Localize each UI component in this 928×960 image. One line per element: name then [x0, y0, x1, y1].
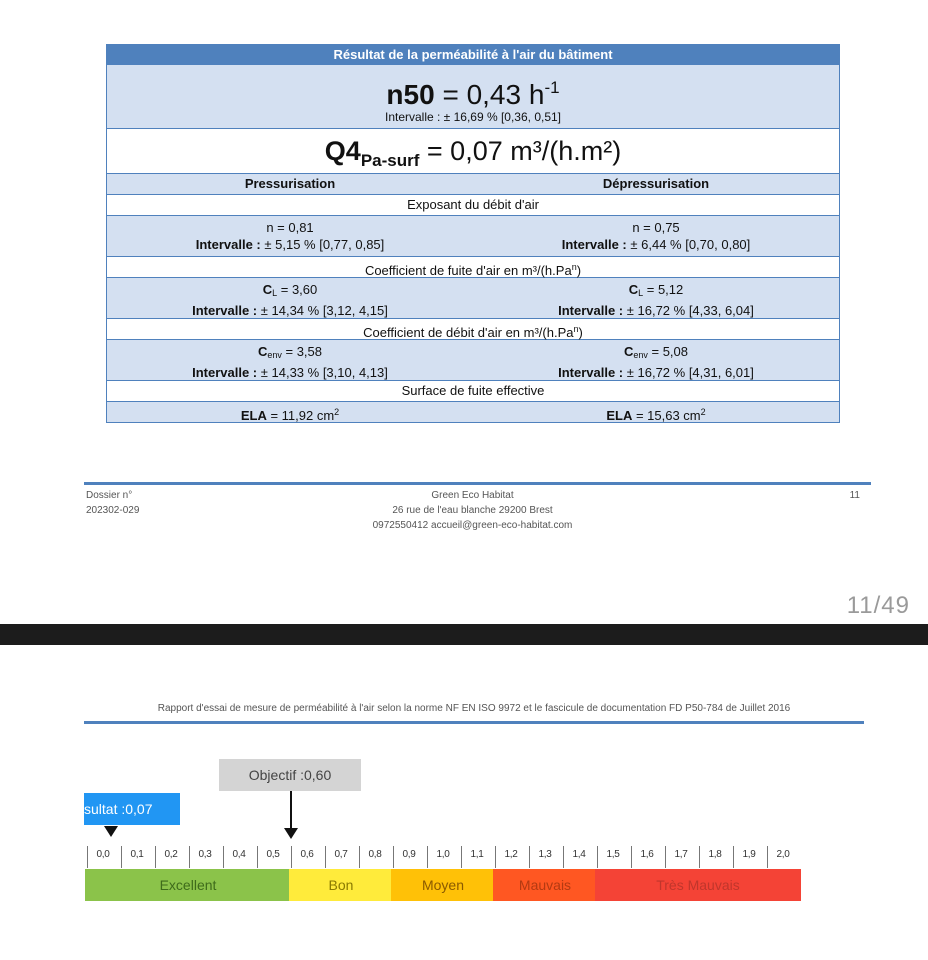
n50-interval: Intervalle : ± 16,69 % [0,36, 0,51] — [384, 110, 562, 124]
header-row — [106, 174, 840, 195]
scale-tick-label: 1,6 — [640, 849, 654, 860]
scale-band-bon: Bon — [289, 869, 393, 901]
scale-tick-label: 1,5 — [606, 849, 620, 860]
company-address: 26 rue de l'eau blanche 29200 Brest — [392, 505, 553, 516]
objective-pointer-line — [290, 791, 292, 829]
footer-rule — [84, 482, 871, 485]
footer-dossier — [86, 488, 139, 518]
ela-right: ELA = 15,63 $cm^2$ — [606, 407, 706, 423]
flow-section-title: Coefficient de débit d'air en m³/(h.Pa — [363, 325, 574, 340]
table-title-row — [106, 44, 840, 66]
q4-label: Q4 — [324, 136, 361, 166]
flow-right-value: $C_{env} = 5,08$ — [623, 344, 689, 360]
scale-tick-label: 0,9 — [402, 849, 416, 860]
q4-subscript: Pa-surf — [360, 151, 420, 170]
company-name: Green Eco Habitat — [431, 490, 514, 501]
flow-left-value: $C_{env} = 3,58$ — [257, 344, 323, 360]
exponent-left-value: n = 0,81 — [266, 220, 314, 235]
ela-left: ELA = 11,92 $cm^2$ — [240, 407, 340, 423]
footer-company — [300, 488, 645, 533]
exponent-section-row — [106, 195, 840, 216]
scale-band-moyen: Moyen — [391, 869, 495, 901]
flow-right — [473, 343, 839, 381]
leak-values-row — [106, 278, 840, 319]
scale-tick-label: 2,0 — [776, 849, 790, 860]
page-counter: 11/49 — [846, 592, 910, 619]
company-contact: 0972550412 accueil@green-eco-habitat.com — [372, 520, 573, 531]
scale-band-mauvais: Mauvais — [493, 869, 597, 901]
leak-right-interval: Intervalle : ± 16,72 % [4,33, 6,04] — [558, 303, 754, 318]
scale-tick-label: 0,4 — [232, 849, 246, 860]
objective-callout — [219, 759, 361, 791]
flow-left-interval: Intervalle : ± 14,33 % [3,10, 4,13] — [192, 365, 388, 380]
exponent-left — [107, 219, 473, 253]
scale-tick-label: 1,8 — [708, 849, 722, 860]
exponent-values-row — [106, 216, 840, 257]
leak-left-interval: Intervalle : ± 14,34 % [3,12, 4,15] — [192, 303, 388, 318]
scale-tick-label: 1,3 — [538, 849, 552, 860]
n50-value — [107, 71, 839, 112]
scale-band-excellent: Excellent — [85, 869, 291, 901]
result-arrow-icon — [104, 826, 118, 837]
next-page-header-rule — [84, 721, 864, 724]
scale-band-très-mauvais: Très Mauvais — [595, 869, 801, 901]
scale-tick-label: 0,1 — [130, 849, 144, 860]
exponent-left-interval: Intervalle : ± 5,15 % [0,77, 0,85] — [195, 237, 385, 252]
scale-tick-label: 0,2 — [164, 849, 178, 860]
ela-row — [106, 402, 840, 423]
flow-values-row — [106, 340, 840, 381]
scale-tick-label: 1,4 — [572, 849, 586, 860]
scale-tick-label: 1,2 — [504, 849, 518, 860]
result-callout — [84, 793, 180, 825]
scale-tick-label: 0,3 — [198, 849, 212, 860]
objective-label: Objectif :0,60 — [248, 767, 332, 783]
scale-tick-label: 0,5 — [266, 849, 280, 860]
result-label: sultat :0,07 — [84, 801, 153, 817]
footer-page-number: 11 — [849, 490, 860, 501]
objective-arrow-icon — [284, 828, 298, 839]
scale-tick-label: 0,6 — [300, 849, 314, 860]
next-page-header: Rapport d'essai de mesure de perméabilité à l'air selon la norme NF EN ISO 9972 et le fascicule de documentation FD P50-784 de Juillet 2016 — [157, 703, 791, 714]
header-depressurisation: Dépressurisation — [602, 176, 710, 191]
surface-section-title: Surface de fuite effective — [401, 383, 545, 398]
leak-right — [473, 281, 839, 319]
leak-section-row: Coefficient de fuite d'air en m³/(h.Pa$^n$) — [106, 257, 840, 278]
scale-tick-label: 1,0 — [436, 849, 450, 860]
header-pressurisation: Pressurisation — [244, 176, 336, 191]
table-title: Résultat de la perméabilité à l'air du bâtiment — [333, 47, 613, 62]
leak-left — [107, 281, 473, 319]
flow-section-row: Coefficient de débit d'air en m³/(h.Pa$^n$) — [106, 319, 840, 340]
scale-tick-label: 1,1 — [470, 849, 484, 860]
q4-row — [106, 129, 840, 174]
dossier-number: 202302-029 — [86, 505, 140, 516]
leak-section-title: Coefficient de fuite d'air en m³/(h.Pa — [364, 263, 572, 278]
q4-value — [107, 135, 839, 177]
leak-left-value: $C_L = 3,60$ — [262, 282, 318, 298]
scale-tick-label: 0,7 — [334, 849, 348, 860]
leak-right-value: $C_L = 5,12$ — [628, 282, 684, 298]
q4-number: = 0,07 m³/(h.m²) — [426, 136, 622, 166]
scale-tick-label: 0,8 — [368, 849, 382, 860]
page-separator-bar — [0, 624, 928, 645]
scale-tick-label: 0,0 — [96, 849, 110, 860]
scale-tick-label: 1,7 — [674, 849, 688, 860]
n50-label: n50 — [386, 79, 435, 110]
n50-unit-exponent: -1 — [544, 78, 560, 97]
exponent-section-title: Exposant du débit d'air — [407, 197, 539, 212]
flow-right-interval: Intervalle : ± 16,72 % [4,31, 6,01] — [558, 365, 754, 380]
n50-row — [106, 65, 840, 129]
exponent-right — [473, 219, 839, 253]
exponent-right-interval: Intervalle : ± 6,44 % [0,70, 0,80] — [561, 237, 751, 252]
scale-tick-label: 1,9 — [742, 849, 756, 860]
flow-left — [107, 343, 473, 381]
n50-number: = 0,43 h — [442, 79, 545, 110]
exponent-right-value: n = 0,75 — [632, 220, 680, 235]
dossier-label: Dossier n° — [86, 490, 133, 501]
surface-section-row — [106, 381, 840, 402]
